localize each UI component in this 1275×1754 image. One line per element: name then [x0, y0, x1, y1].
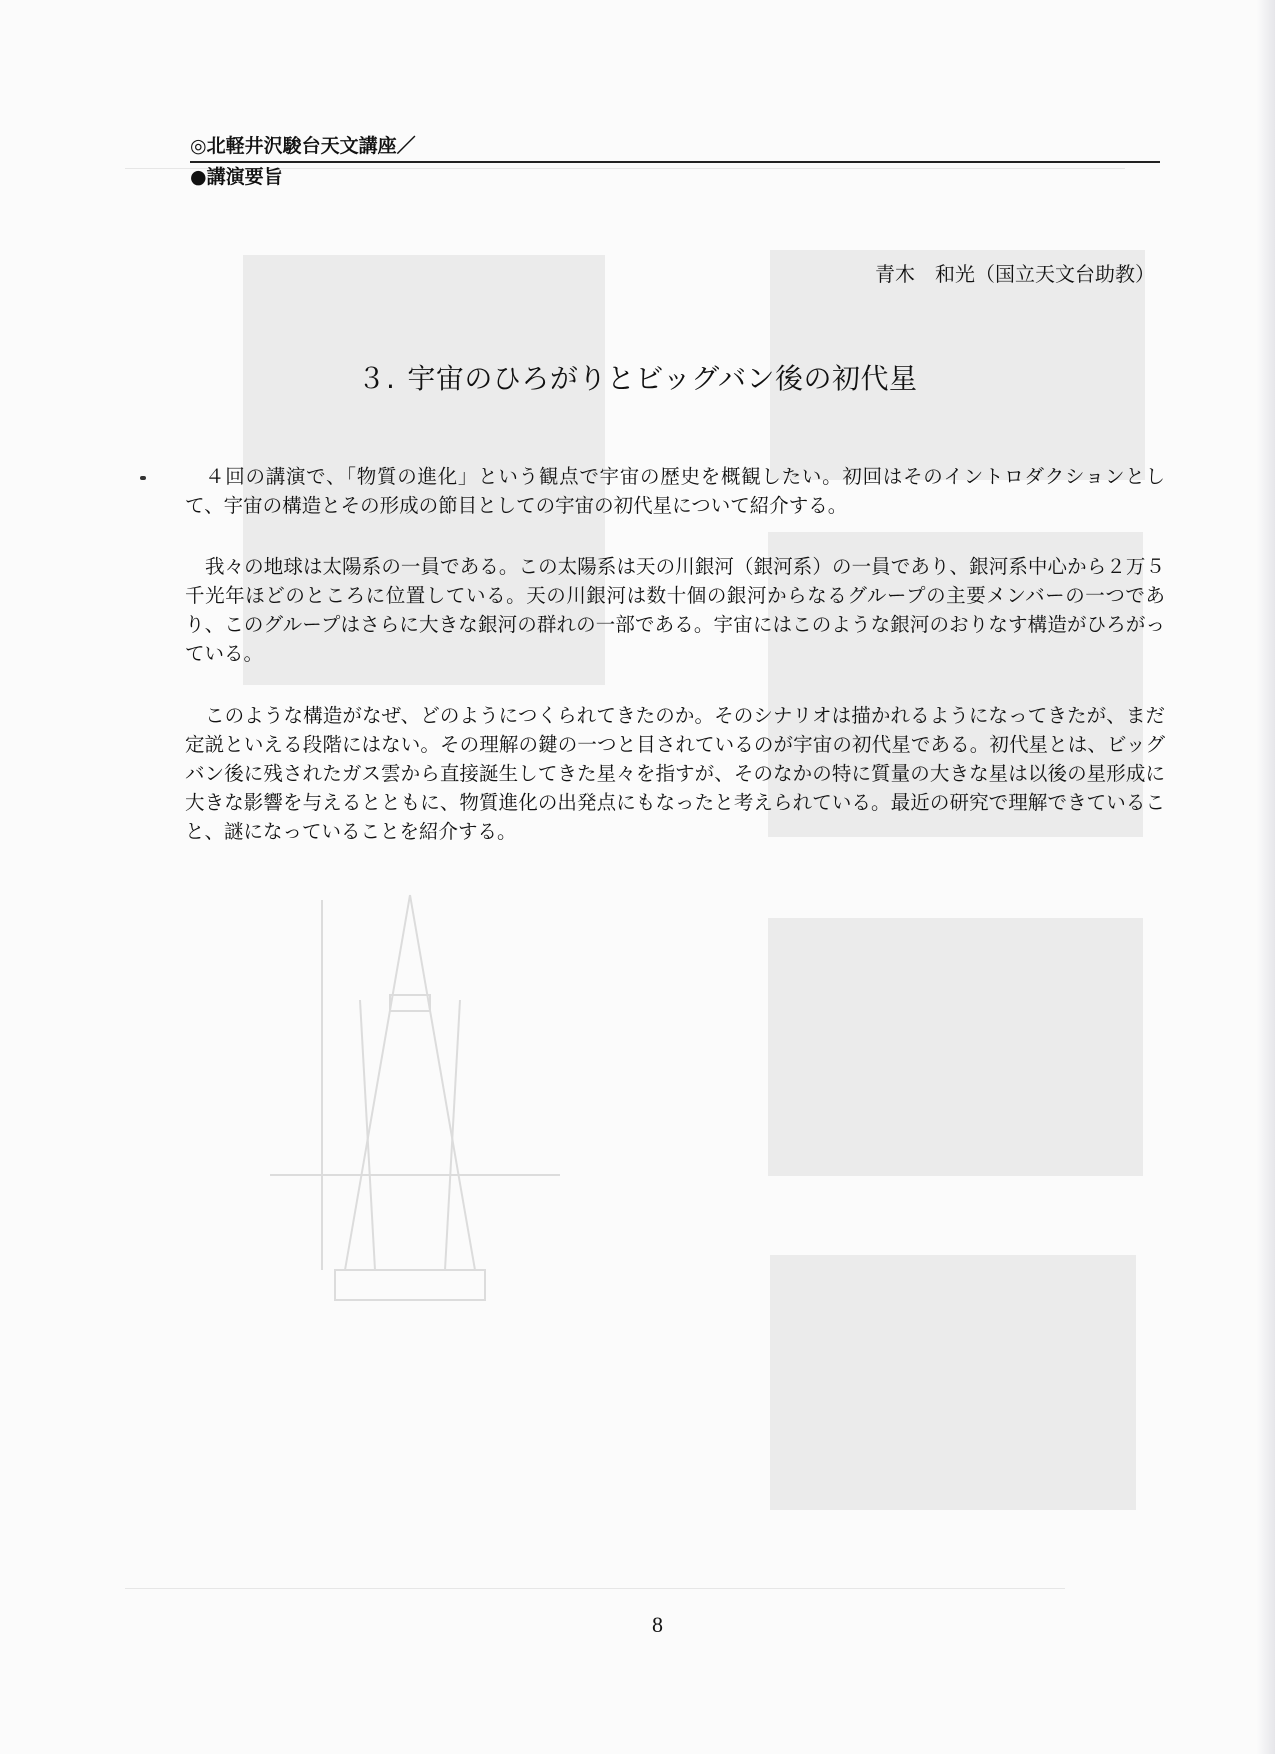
author-affiliation: （国立天文台助教） [975, 262, 1155, 286]
show-through-rule [125, 1588, 1065, 1589]
show-through-photo-right-lower [768, 918, 1143, 1176]
show-through-photo-right-bottom [770, 1255, 1136, 1510]
page-number: 8 [652, 1612, 663, 1637]
paragraph-milky-way: 我々の地球は太陽系の一員である。この太陽系は天の川銀河（銀河系）の一員であり、銀河系中心から２万５千光年ほどのところに位置している。天の川銀河は数十個の銀河からなるグループの主要メンバーの一つであり、このグループはさらに大きな銀河の群れの一部である。宇宙にはこのような銀河のおりなす構造がひろがっている。 [185, 555, 1165, 665]
lecture-title [0, 357, 1275, 397]
author-name: 青木 和光 [875, 262, 975, 286]
paragraph-first-stars: このような構造がなぜ、どのようにつくられてきたのか。そのシナリオは描かれるようになってきたが、まだ定説といえる段階にはない。その理解の鍵の一つと目されているのが宇宙の初代星である。初代星とは、ビッグバン後に残されたガス雲から直接誕生してきた星々を指すが、そのなかの特に質量の大きな星は以後の星形成に大きな影響を与えるとともに、物質進化の出発点にもなったと考えられている。最近の研究で理解できていること、謎になっていることを紹介する。 [185, 704, 1165, 843]
lecture-summary-label: ●講演要旨 [190, 166, 283, 188]
lecture-title-text: 宇宙のひろがりとビッグバン後の初代星 [407, 362, 918, 395]
page-edge-shadow [1257, 0, 1275, 1754]
author-line [875, 258, 1155, 287]
lecture-number: ３. [357, 362, 396, 395]
show-through-diagram [250, 880, 580, 1310]
scan-speck [140, 476, 146, 480]
lecture-series-label: ◎北軽井沢駿台天文講座／ [190, 135, 416, 157]
page-header [190, 132, 1160, 191]
paragraph-intro: ４回の講演で、「物質の進化」という観点で宇宙の歴史を概観したい。初回はそのイントロダクションとして、宇宙の構造とその形成の節目としての宇宙の初代星について紹介する。 [185, 465, 1165, 517]
